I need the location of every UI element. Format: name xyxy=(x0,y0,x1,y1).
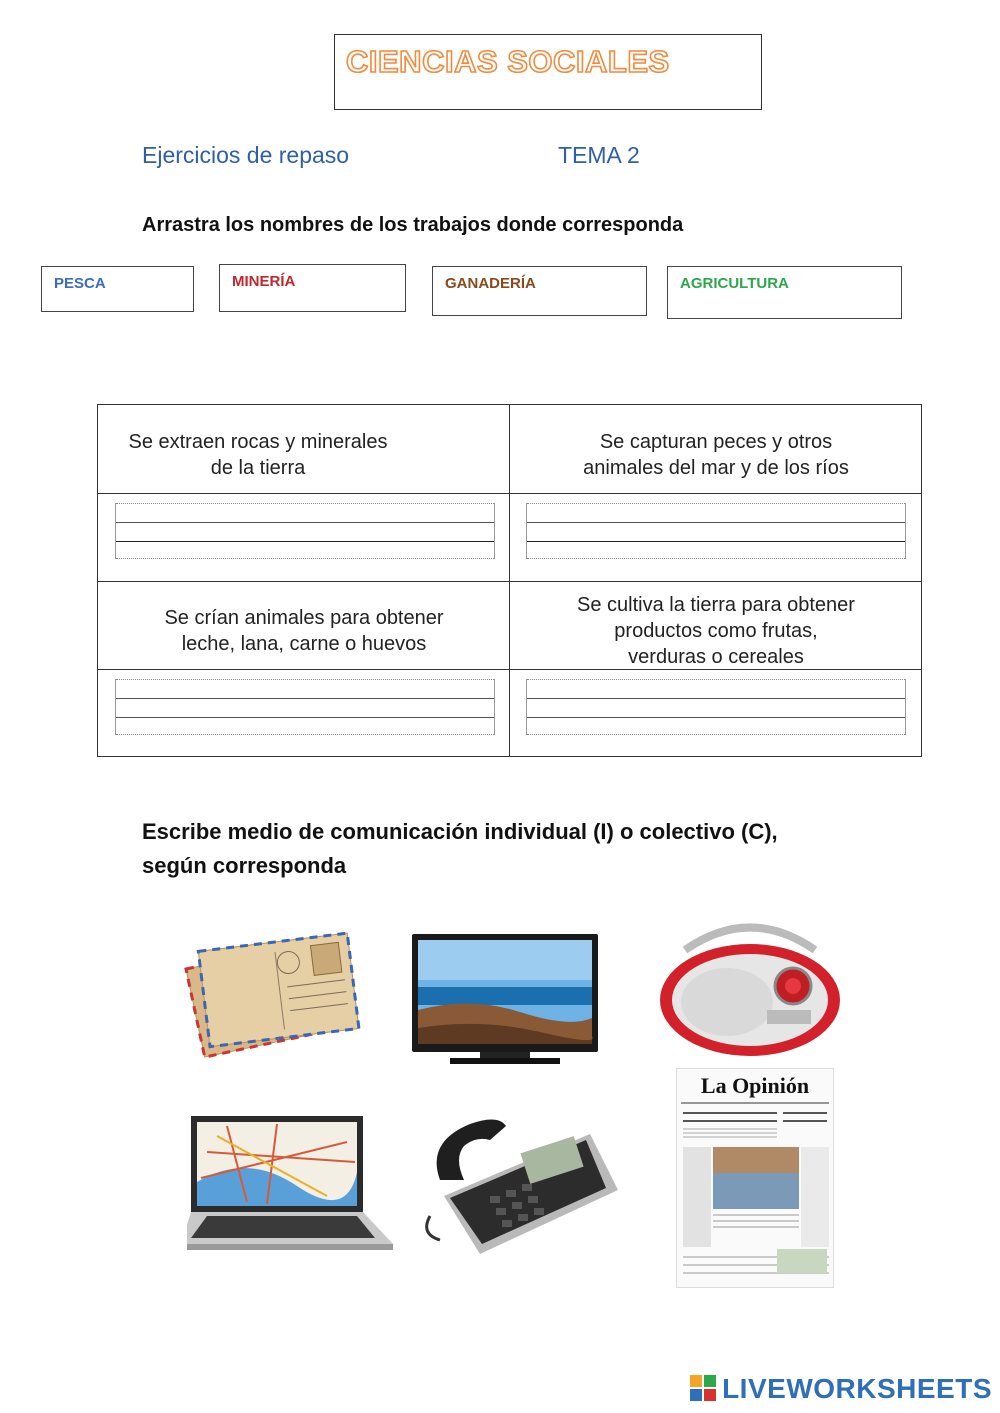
laptop-image xyxy=(187,1112,397,1257)
description-line: animales del mar y de los ríos xyxy=(583,457,849,479)
drop-zone-fishing[interactable] xyxy=(526,503,906,559)
description-line: Se capturan peces y otros xyxy=(599,431,833,453)
drag-card-label: GANADERÍA xyxy=(445,275,536,292)
television-image xyxy=(410,932,600,1066)
page-title: CIENCIAS SOCIALES xyxy=(346,44,670,79)
drop-zone-mining[interactable] xyxy=(115,503,495,559)
liveworksheets-text: LIVEWORKSHEETS xyxy=(722,1373,992,1404)
drag-card-agricultura[interactable] xyxy=(667,266,902,319)
drag-card-mineria[interactable] xyxy=(219,264,406,312)
instruction-media: Escribe medio de comunicación individual (I) o colectivo (C), según corresponda xyxy=(142,819,778,878)
description-agriculture xyxy=(512,592,920,670)
newspaper-image xyxy=(676,1068,834,1288)
description-line: Se crían animales para obtener xyxy=(164,607,444,629)
description-line: verduras o cereales xyxy=(628,646,804,668)
instruction-drag: Arrastra los nombres de los trabajos donde corresponda xyxy=(142,214,684,236)
telephone-image xyxy=(420,1116,620,1256)
description-livestock xyxy=(100,605,508,657)
subtitle-exercises: Ejercicios de repaso xyxy=(142,142,350,168)
description-mining xyxy=(100,429,416,481)
drag-card-label: MINERÍA xyxy=(232,273,296,290)
table-divider xyxy=(97,493,922,494)
description-line: productos como frutas, xyxy=(614,620,818,642)
description-line: Se extraen rocas y minerales xyxy=(128,431,388,453)
table-divider xyxy=(97,581,922,582)
drag-card-label: PESCA xyxy=(54,275,106,292)
postcard-image xyxy=(178,918,363,1060)
newspaper-masthead: La Opinión xyxy=(700,1073,810,1098)
drag-card-label: AGRICULTURA xyxy=(680,275,789,292)
liveworksheets-logo xyxy=(690,1373,992,1405)
drop-zone-agriculture[interactable] xyxy=(526,679,906,735)
description-line: de la tierra xyxy=(210,457,306,479)
description-line: Se cultiva la tierra para obtener xyxy=(577,594,855,616)
liveworksheets-icon xyxy=(690,1375,716,1403)
subtitle-topic: TEMA 2 xyxy=(558,142,640,168)
drag-card-ganaderia[interactable] xyxy=(432,266,647,316)
description-line: leche, lana, carne o huevos xyxy=(181,633,427,655)
radio-image xyxy=(655,910,845,1060)
description-fishing xyxy=(512,429,920,481)
drop-zone-livestock[interactable] xyxy=(115,679,495,735)
drag-card-pesca[interactable] xyxy=(41,266,194,312)
